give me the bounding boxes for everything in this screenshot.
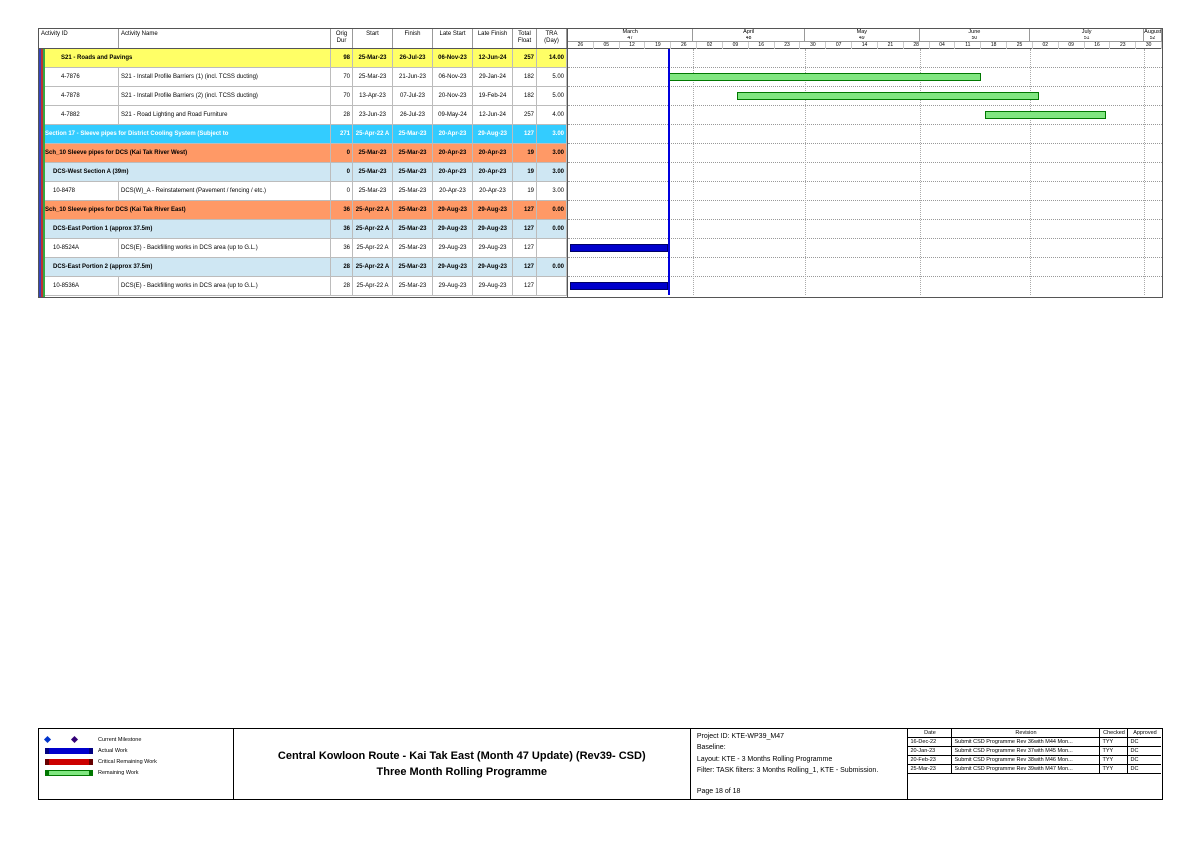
bar-end-cap <box>89 759 93 765</box>
finish-cell: 25-Mar-23 <box>393 182 433 201</box>
bar-body <box>49 770 89 776</box>
finish-cell: 26-Jul-23 <box>393 106 433 125</box>
column-header: Activity Name <box>119 29 331 48</box>
remaining-work-bar <box>668 73 980 81</box>
actual-work-bar <box>570 282 669 290</box>
revision-checked-cell: TYY <box>1100 756 1128 765</box>
project-info <box>690 729 908 799</box>
week-start-label: 12 <box>620 42 646 49</box>
column-header: Orig Dur <box>331 29 353 48</box>
start-cell: 25-Mar-23 <box>353 182 393 201</box>
total-float-cell: 19 <box>513 163 537 182</box>
start-cell: 25-Apr-22 A <box>353 125 393 144</box>
late-start-cell: 20-Apr-23 <box>433 163 473 182</box>
revision-approved-cell: DC <box>1128 747 1161 756</box>
gantt-row <box>568 163 1162 182</box>
tra-cell: 4.00 <box>537 106 567 125</box>
legend-item <box>45 734 227 745</box>
orig-dur-cell: 36 <box>331 201 353 220</box>
title-block <box>233 729 690 799</box>
group-title-cell: Section 17 - Sleeve pipes for District Cooling System (Subject to <box>39 125 331 144</box>
left-edge-stripes <box>39 49 45 297</box>
table-row <box>39 87 567 106</box>
info-line: Baseline: <box>696 744 726 752</box>
finish-cell: 25-Mar-23 <box>393 277 433 296</box>
orig-dur-cell: 36 <box>331 220 353 239</box>
revision-date-cell: 25-Mar-23 <box>908 765 952 774</box>
total-float-cell: 127 <box>513 277 537 296</box>
week-number-cell: 52 <box>1144 36 1162 41</box>
bar-end-cap <box>89 770 93 776</box>
total-float-cell: 257 <box>513 106 537 125</box>
late-start-cell: 06-Nov-23 <box>433 68 473 87</box>
start-cell: 25-Apr-22 A <box>353 220 393 239</box>
remaining-work-bar <box>985 111 1106 119</box>
gantt-body <box>568 49 1162 295</box>
report-subtitle: Three Month Rolling Programme <box>376 766 548 778</box>
month-cell: June <box>920 29 1030 36</box>
tra-cell: 3.00 <box>537 125 567 144</box>
activity-id-cell: 10-8536A <box>39 277 119 296</box>
total-float-cell: 127 <box>513 239 537 258</box>
table-row <box>39 68 567 87</box>
group-title-cell: Sch_10 Sleeve pipes for DCS (Kai Tak River West) <box>39 144 331 163</box>
legend-item <box>45 767 227 778</box>
total-float-cell: 127 <box>513 258 537 277</box>
revision-table <box>908 729 1162 774</box>
late-start-cell: 06-Nov-23 <box>433 49 473 68</box>
table-row <box>39 220 567 239</box>
gantt-row <box>568 277 1162 295</box>
info-line: Project ID: KTE-WP39_M47 <box>696 733 784 740</box>
activity-id-cell: 10-8478 <box>39 182 119 201</box>
data-date-line <box>668 49 670 295</box>
orig-dur-cell: 0 <box>331 144 353 163</box>
total-float-cell: 182 <box>513 68 537 87</box>
remaining-icon <box>45 769 93 776</box>
week-start-label: 26 <box>568 42 594 49</box>
revision-checked-cell: TYY <box>1100 738 1128 747</box>
late-start-cell: 29-Aug-23 <box>433 239 473 258</box>
tra-cell: 3.00 <box>537 144 567 163</box>
orig-dur-cell: 98 <box>331 49 353 68</box>
legend-item <box>45 756 227 767</box>
revision-desc-cell: Submit CSD Programme Rev 36with M44 Mon... <box>952 738 1100 747</box>
page-number: Page 18 of 18 <box>696 788 741 795</box>
month-cell: March <box>568 29 693 36</box>
orig-dur-cell: 28 <box>331 258 353 277</box>
start-cell: 23-Jun-23 <box>353 106 393 125</box>
late-start-cell: 09-May-24 <box>433 106 473 125</box>
footer <box>38 728 1163 800</box>
total-float-cell: 257 <box>513 49 537 68</box>
week-start-label: 02 <box>1033 42 1059 49</box>
tra-cell: 3.00 <box>537 182 567 201</box>
orig-dur-cell: 70 <box>331 68 353 87</box>
table-row <box>39 201 567 220</box>
start-cell: 25-Apr-22 A <box>353 239 393 258</box>
bar-end-cap <box>89 748 93 754</box>
late-finish-cell: 29-Aug-23 <box>473 125 513 144</box>
total-float-cell: 182 <box>513 87 537 106</box>
tra-cell: 5.00 <box>537 87 567 106</box>
gantt-chart <box>567 29 1162 297</box>
late-start-cell: 29-Aug-23 <box>433 201 473 220</box>
group-title-cell: Sch_10 Sleeve pipes for DCS (Kai Tak River East) <box>39 201 331 220</box>
group-title-cell: DCS-East Portion 2 (approx 37.5m) <box>39 258 331 277</box>
gantt-row <box>568 49 1162 68</box>
revision-checked-cell: TYY <box>1100 765 1128 774</box>
remaining-work-bar <box>737 92 1039 100</box>
finish-cell: 25-Mar-23 <box>393 239 433 258</box>
start-cell: 25-Apr-22 A <box>353 201 393 220</box>
start-cell: 25-Mar-23 <box>353 144 393 163</box>
gantt-row <box>568 258 1162 277</box>
table-row <box>39 125 567 144</box>
tra-cell: 0.00 <box>537 201 567 220</box>
finish-cell: 26-Jul-23 <box>393 49 433 68</box>
total-float-cell: 127 <box>513 201 537 220</box>
late-finish-cell: 20-Apr-23 <box>473 144 513 163</box>
late-finish-cell: 29-Aug-23 <box>473 277 513 296</box>
week-start-label: 05 <box>594 42 620 49</box>
revision-column-header: Approved <box>1128 729 1161 738</box>
week-start-label: 09 <box>723 42 749 49</box>
legend-label: Current Milestone <box>98 736 142 743</box>
orig-dur-cell: 28 <box>331 277 353 296</box>
start-cell: 13-Apr-23 <box>353 87 393 106</box>
gantt-row <box>568 125 1162 144</box>
month-cell: May <box>805 29 920 36</box>
table-row <box>39 144 567 163</box>
tra-cell: 14.00 <box>537 49 567 68</box>
gantt-row <box>568 182 1162 201</box>
week-start-label: 30 <box>1136 42 1162 49</box>
tra-cell: 5.00 <box>537 68 567 87</box>
gantt-row <box>568 220 1162 239</box>
late-finish-cell: 12-Jun-24 <box>473 49 513 68</box>
orig-dur-cell: 36 <box>331 239 353 258</box>
activity-name-cell: S21 - Road Lighting and Road Furniture <box>119 106 331 125</box>
group-title-cell: S21 - Roads and Pavings <box>39 49 331 68</box>
info-line: Filter: TASK filters: 3 Months Rolling_1, KTE - Submission. <box>696 767 879 775</box>
finish-cell: 25-Mar-23 <box>393 220 433 239</box>
late-finish-cell: 29-Aug-23 <box>473 201 513 220</box>
month-cell: August <box>1144 29 1162 35</box>
finish-cell: 21-Jun-23 <box>393 68 433 87</box>
late-finish-cell: 29-Aug-23 <box>473 258 513 277</box>
tra-cell <box>537 239 567 258</box>
bar-body <box>49 748 89 754</box>
week-start-label: 21 <box>878 42 904 49</box>
late-finish-cell: 12-Jun-24 <box>473 106 513 125</box>
late-finish-cell: 19-Feb-24 <box>473 87 513 106</box>
legend-item <box>45 745 227 756</box>
revision-date-cell: 16-Dec-22 <box>908 738 952 747</box>
schedule-area <box>38 28 1163 298</box>
bar-body <box>49 759 89 765</box>
revision-approved-cell: DC <box>1128 756 1161 765</box>
late-start-cell: 20-Nov-23 <box>433 87 473 106</box>
week-start-label: 16 <box>1085 42 1111 49</box>
table-row <box>39 49 567 68</box>
table-row <box>39 239 567 258</box>
total-float-cell: 19 <box>513 182 537 201</box>
revision-desc-cell: Submit CSD Programme Rev 37with M45 Mon... <box>952 747 1100 756</box>
column-header: Late Finish <box>473 29 513 48</box>
revision-approved-cell: DC <box>1128 765 1161 774</box>
tra-cell: 0.00 <box>537 220 567 239</box>
gantt-row <box>568 68 1162 87</box>
orig-dur-cell: 0 <box>331 182 353 201</box>
week-start-label: 30 <box>800 42 826 49</box>
start-cell: 25-Mar-23 <box>353 68 393 87</box>
week-start-label: 07 <box>826 42 852 49</box>
activity-name-cell: DCS(W)_A - Reinstatement (Pavement / fencing / etc.) <box>119 182 331 201</box>
column-header: Finish <box>393 29 433 48</box>
gantt-row <box>568 106 1162 125</box>
late-finish-cell: 29-Aug-23 <box>473 220 513 239</box>
total-float-cell: 127 <box>513 125 537 144</box>
revision-checked-cell: TYY <box>1100 747 1128 756</box>
month-cell: July <box>1030 29 1144 36</box>
milestone-icon <box>45 736 93 743</box>
milestone-diamond-blue <box>44 736 51 743</box>
week-number-cell: 50 <box>920 36 1030 41</box>
week-start-label: 23 <box>775 42 801 49</box>
revision-column-header: Date <box>908 729 952 738</box>
critical-icon <box>45 758 93 765</box>
month-gridline <box>920 49 921 295</box>
table-row <box>39 163 567 182</box>
report-title: Central Kowloon Route - Kai Tak East (Month 47 Update) (Rev39- CSD) <box>277 750 646 762</box>
revision-desc-cell: Submit CSD Programme Rev 39with M47 Mon... <box>952 765 1100 774</box>
week-start-label: 04 <box>930 42 956 49</box>
start-cell: 25-Mar-23 <box>353 49 393 68</box>
late-start-cell: 20-Apr-23 <box>433 144 473 163</box>
info-lines <box>697 733 902 779</box>
activity-table <box>39 29 567 297</box>
revision-desc-cell: Submit CSD Programme Rev 38with M46 Mon... <box>952 756 1100 765</box>
legend-label: Remaining Work <box>98 769 139 776</box>
activity-name-cell: DCS(E) - Backfilling works in DCS area (up to G.L.) <box>119 239 331 258</box>
gantt-header <box>568 29 1162 49</box>
week-number-cell: 47 <box>568 36 693 41</box>
activity-id-cell: 10-8524A <box>39 239 119 258</box>
late-finish-cell: 20-Apr-23 <box>473 182 513 201</box>
activity-name-cell: S21 - Install Profile Barriers (1) (incl. TCSS ducting) <box>119 68 331 87</box>
week-start-label: 26 <box>671 42 697 49</box>
legend-label: Critical Remaining Work <box>98 758 157 765</box>
activity-id-cell: 4-7882 <box>39 106 119 125</box>
finish-cell: 25-Mar-23 <box>393 125 433 144</box>
gantt-row <box>568 201 1162 220</box>
edge-stripe <box>43 49 45 297</box>
late-start-cell: 20-Apr-23 <box>433 125 473 144</box>
week-number-cell: 51 <box>1030 36 1144 41</box>
week-start-label: 18 <box>981 42 1007 49</box>
table-row <box>39 258 567 277</box>
legend <box>39 729 233 799</box>
revision-date-cell: 20-Jan-23 <box>908 747 952 756</box>
tra-cell <box>537 277 567 296</box>
tra-cell: 0.00 <box>537 258 567 277</box>
actual-work-bar <box>570 244 669 252</box>
late-start-cell: 20-Apr-23 <box>433 182 473 201</box>
finish-cell: 25-Mar-23 <box>393 201 433 220</box>
late-finish-cell: 29-Jan-24 <box>473 68 513 87</box>
week-start-label: 23 <box>1110 42 1136 49</box>
gantt-row <box>568 87 1162 106</box>
finish-cell: 25-Mar-23 <box>393 258 433 277</box>
finish-cell: 07-Jul-23 <box>393 87 433 106</box>
column-header: Total Float <box>513 29 537 48</box>
column-header: TRA (Day) <box>537 29 567 48</box>
activity-id-cell: 4-7878 <box>39 87 119 106</box>
gantt-months-row <box>568 29 1162 36</box>
table-header-row <box>39 29 567 49</box>
table-body <box>39 49 567 296</box>
week-start-label: 25 <box>1007 42 1033 49</box>
info-line: Layout: KTE - 3 Months Rolling Programme <box>696 755 833 763</box>
orig-dur-cell: 70 <box>331 87 353 106</box>
actual-icon <box>45 747 93 754</box>
start-cell: 25-Apr-22 A <box>353 258 393 277</box>
week-start-label: 19 <box>645 42 671 49</box>
column-header: Activity ID <box>39 29 119 48</box>
total-float-cell: 19 <box>513 144 537 163</box>
week-number-cell: 49 <box>805 36 920 41</box>
month-cell: April <box>693 29 805 36</box>
week-start-label: 28 <box>904 42 930 49</box>
revision-column-header: Checked <box>1100 729 1128 738</box>
week-start-label: 14 <box>852 42 878 49</box>
month-gridline <box>693 49 694 295</box>
late-finish-cell: 29-Aug-23 <box>473 239 513 258</box>
revision-approved-cell: DC <box>1128 738 1161 747</box>
start-cell: 25-Apr-22 A <box>353 277 393 296</box>
late-start-cell: 29-Aug-23 <box>433 258 473 277</box>
gantt-ticks-row <box>568 42 1162 49</box>
table-row <box>39 182 567 201</box>
week-start-label: 09 <box>1059 42 1085 49</box>
week-number-cell: 48 <box>693 36 805 41</box>
finish-cell: 25-Mar-23 <box>393 163 433 182</box>
total-float-cell: 127 <box>513 220 537 239</box>
revision-date-cell: 20-Feb-23 <box>908 756 952 765</box>
week-start-label: 16 <box>749 42 775 49</box>
orig-dur-cell: 0 <box>331 163 353 182</box>
week-start-label: 02 <box>697 42 723 49</box>
month-gridline <box>805 49 806 295</box>
late-start-cell: 29-Aug-23 <box>433 220 473 239</box>
legend-label: Actual Work <box>98 747 128 754</box>
month-gridline <box>1030 49 1031 295</box>
activity-name-cell: DCS(E) - Backfilling works in DCS area (up to G.L.) <box>119 277 331 296</box>
group-title-cell: DCS-West Section A (39m) <box>39 163 331 182</box>
revision-column-header: Revision <box>952 729 1100 738</box>
column-header: Late Start <box>433 29 473 48</box>
revision-block <box>907 729 1162 799</box>
gantt-row <box>568 239 1162 258</box>
month-gridline <box>1144 49 1145 295</box>
orig-dur-cell: 28 <box>331 106 353 125</box>
tra-cell: 3.00 <box>537 163 567 182</box>
table-row <box>39 106 567 125</box>
finish-cell: 25-Mar-23 <box>393 144 433 163</box>
column-header: Start <box>353 29 393 48</box>
late-start-cell: 29-Aug-23 <box>433 277 473 296</box>
week-start-label: 11 <box>955 42 981 49</box>
activity-name-cell: S21 - Install Profile Barriers (2) (incl. TCSS ducting) <box>119 87 331 106</box>
orig-dur-cell: 271 <box>331 125 353 144</box>
start-cell: 25-Mar-23 <box>353 163 393 182</box>
table-row <box>39 277 567 296</box>
milestone-diamond-purple <box>71 736 78 743</box>
group-title-cell: DCS-East Portion 1 (approx 37.5m) <box>39 220 331 239</box>
gantt-row <box>568 144 1162 163</box>
activity-id-cell: 4-7876 <box>39 68 119 87</box>
late-finish-cell: 20-Apr-23 <box>473 163 513 182</box>
